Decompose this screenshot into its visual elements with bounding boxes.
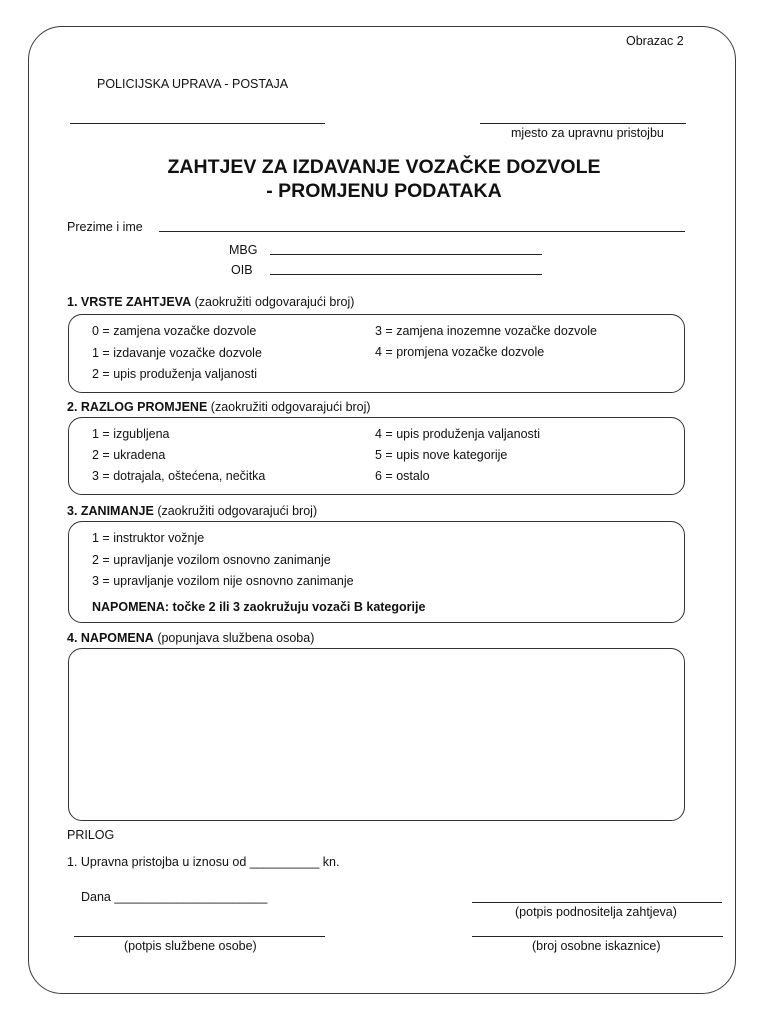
name-label: Prezime i ime <box>67 220 143 234</box>
section-3-title: 3. ZANIMANJE <box>67 504 154 518</box>
reason-option-5[interactable]: 5 = upis nove kategorije <box>375 448 508 462</box>
section-2-title: 2. RAZLOG PROMJENE <box>67 400 208 414</box>
section-3-heading <box>67 504 317 518</box>
request-option-4[interactable]: 4 = promjena vozačke dozvole <box>375 345 545 359</box>
oib-label: OIB <box>231 263 253 277</box>
oib-field[interactable] <box>270 274 542 275</box>
fee-place-line[interactable] <box>480 123 686 124</box>
occupation-option-2[interactable]: 2 = upravljanje vozilom osnovno zanimanje <box>92 553 331 567</box>
id-card-number-line[interactable] <box>472 936 723 937</box>
section-2-hint: (zaokružiti odgovarajući broj) <box>210 400 371 414</box>
remarks-text <box>69 649 684 669</box>
occupation-note: NAPOMENA: točke 2 ili 3 zaokružuju vozači B kategorije <box>92 600 426 614</box>
request-option-0[interactable]: 0 = zamjena vozačke dozvole <box>92 324 257 338</box>
form-subtitle: - PROMJENU PODATAKA <box>266 180 502 202</box>
authority-label: POLICIJSKA UPRAVA - POSTAJA <box>97 77 289 91</box>
request-option-2[interactable]: 2 = upis produženja valjanosti <box>92 367 258 381</box>
section-1-heading <box>67 295 354 309</box>
request-option-3[interactable]: 3 = zamjena inozemne vozačke dozvole <box>375 324 598 338</box>
section-4-heading <box>67 631 314 645</box>
section-1-hint: (zaokružiti odgovarajući broj) <box>194 295 355 309</box>
remarks-box[interactable] <box>68 648 685 821</box>
request-option-1[interactable]: 1 = izdavanje vozačke dozvole <box>92 346 262 360</box>
applicant-signature-label: (potpis podnositelja zahtjeva) <box>515 905 677 919</box>
section-1-title: 1. VRSTE ZAHTJEVA <box>67 295 192 309</box>
section-4-hint: (popunjava službena osoba) <box>157 631 315 645</box>
section-3-hint: (zaokružiti odgovarajući broj) <box>157 504 318 518</box>
reason-option-4[interactable]: 4 = upis produženja valjanosti <box>375 427 541 441</box>
fee-amount-line[interactable]: 1. Upravna pristojba u iznosu od __________ kn. <box>67 855 340 869</box>
section-2-heading <box>67 400 371 414</box>
occupation-option-3[interactable]: 3 = upravljanje vozilom nije osnovno zanimanje <box>92 574 354 588</box>
mbg-field[interactable] <box>270 254 542 255</box>
reason-option-1[interactable]: 1 = izgubljena <box>92 427 170 441</box>
official-signature-line[interactable] <box>74 936 325 937</box>
mbg-label: MBG <box>229 243 258 257</box>
occupation-option-1[interactable]: 1 = instruktor vožnje <box>92 531 205 545</box>
date-field[interactable]: Dana ______________________ <box>81 890 268 904</box>
form-code: Obrazac 2 <box>626 34 684 48</box>
name-field[interactable] <box>159 231 685 232</box>
official-signature-label: (potpis službene osobe) <box>124 939 257 953</box>
reason-option-2[interactable]: 2 = ukradena <box>92 448 166 462</box>
authority-line[interactable] <box>70 123 325 124</box>
reason-option-6[interactable]: 6 = ostalo <box>375 469 430 483</box>
id-card-number-label: (broj osobne iskaznice) <box>532 939 661 953</box>
applicant-signature-line[interactable] <box>472 902 722 903</box>
section-4-title: 4. NAPOMENA <box>67 631 154 645</box>
attachments-label: PRILOG <box>67 828 115 842</box>
fee-place-label: mjesto za upravnu pristojbu <box>511 126 664 140</box>
form-title: ZAHTJEV ZA IZDAVANJE VOZAČKE DOZVOLE <box>167 156 601 178</box>
reason-option-3[interactable]: 3 = dotrajala, oštećena, nečitka <box>92 469 266 483</box>
